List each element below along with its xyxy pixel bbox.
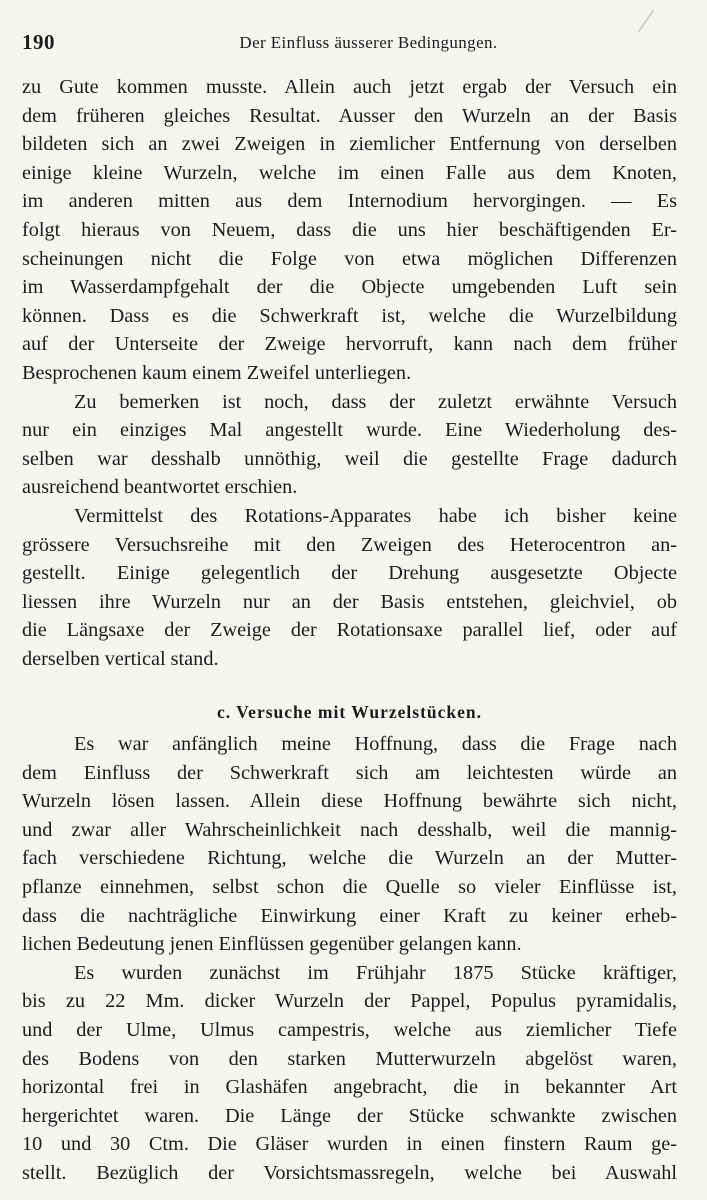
text-line: bis zu 22 Mm. dicker Wurzeln der Pappel, Populus pyramidalis, [22, 990, 677, 1013]
text-line: Es war anfänglich meine Hoffnung, dass die Frage nach [74, 733, 677, 756]
text-line: 10 und 30 Ctm. Die Gläser wurden in einen finstern Raum ge- [22, 1133, 677, 1156]
text-line: Es wurden zunächst im Frühjahr 1875 Stücke kräftiger, [74, 961, 677, 984]
text-line: bildeten sich an zwei Zweigen in ziemlicher Entfernung von derselben [22, 133, 677, 156]
text-line: pflanze einnehmen, selbst schon die Quelle so vieler Einflüsse ist, [22, 876, 677, 899]
text-line: im anderen mitten aus dem Internodium hervorgingen. — Es [22, 190, 677, 213]
text-line: selben war desshalb unnöthig, weil die gestellte Frage dadurch [22, 447, 677, 470]
text-line: ausreichend beantwortet erschien. [22, 476, 298, 499]
text-line: dass die nachträgliche Einwirkung einer Kraft zu keiner erheb- [22, 904, 677, 927]
text-line: die Längsaxe der Zweige der Rotationsaxe parallel lief, oder auf [22, 619, 677, 642]
text-line: Vermittelst des Rotations-Apparates habe ich bisher keine [74, 504, 677, 527]
text-line: nur ein einziges Mal angestellt wurde. Eine Wiederholung des- [22, 419, 677, 442]
running-title: Der Einfluss äusserer Bedingungen. [239, 33, 498, 52]
scan-artifact [638, 10, 655, 32]
text-line: scheinungen nicht die Folge von etwa möglichen Differenzen [22, 247, 677, 270]
paragraph [22, 959, 677, 1188]
text-line: zu Gute kommen musste. Allein auch jetzt ergab der Versuch ein [22, 76, 677, 98]
text-line: derselben vertical stand. [22, 647, 219, 670]
text-line: folgt hieraus von Neuem, dass die uns hier beschäftigenden Er- [22, 218, 677, 241]
section-heading: c. Versuche mit Wurzelstücken. [216, 702, 483, 723]
text-line: im Wasserdampfgehalt der die Objecte umgebenden Luft sein [22, 276, 677, 299]
paragraph [22, 388, 677, 502]
paragraph [22, 502, 677, 674]
paragraph [22, 73, 677, 388]
text-line: und der Ulme, Ulmus campestris, welche aus ziemlicher Tiefe [22, 1019, 677, 1041]
text-line: hergerichtet waren. Die Länge der Stücke schwankte zwischen [22, 1104, 677, 1127]
text-line: grössere Versuchsreihe mit den Zweigen des Heterocentron an- [22, 533, 677, 556]
text-line: Wurzeln lösen lassen. Allein diese Hoffnung bewährte sich nicht, [22, 790, 677, 813]
text-line: lichen Bedeutung jenen Einflüssen gegenüber gelangen kann. [22, 933, 522, 956]
running-head [22, 30, 679, 58]
text-line: gestellt. Einige gelegentlich der Drehung ausgesetzte Objecte [22, 562, 677, 585]
page-number: 190 [22, 30, 55, 54]
body-text [22, 73, 677, 1188]
text-line: liessen ihre Wurzeln nur an der Basis entstehen, gleichviel, ob [22, 590, 677, 613]
text-line: stellt. Bezüglich der Vorsichtsmassregeln, welche bei Auswahl [22, 1161, 677, 1184]
text-line: des Bodens von den starken Mutterwurzeln abgelöst waren, [22, 1047, 677, 1070]
text-line: können. Dass es die Schwerkraft ist, welche die Wurzelbildung [22, 304, 677, 327]
text-line: einige kleine Wurzeln, welche im einen Falle aus dem Knoten, [22, 161, 677, 184]
text-line: und zwar aller Wahrscheinlichkeit nach desshalb, weil die mannig- [22, 818, 677, 841]
text-line: auf der Unterseite der Zweige hervorruft, kann nach dem früher [22, 333, 677, 356]
text-line: fach verschiedene Richtung, welche die Wurzeln an der Mutter- [22, 847, 677, 870]
paragraph [22, 730, 677, 959]
text-line: horizontal frei in Glashäfen angebracht, die in bekannter Art [22, 1076, 677, 1099]
text-line: dem früheren gleiches Resultat. Ausser den Wurzeln an der Basis [22, 104, 677, 127]
text-line: Zu bemerken ist noch, dass der zuletzt erwähnte Versuch [74, 390, 677, 413]
text-line: Besprochenen kaum einem Zweifel unterliegen. [22, 361, 412, 384]
text-line: dem Einfluss der Schwerkraft sich am leichtesten würde an [22, 761, 677, 784]
